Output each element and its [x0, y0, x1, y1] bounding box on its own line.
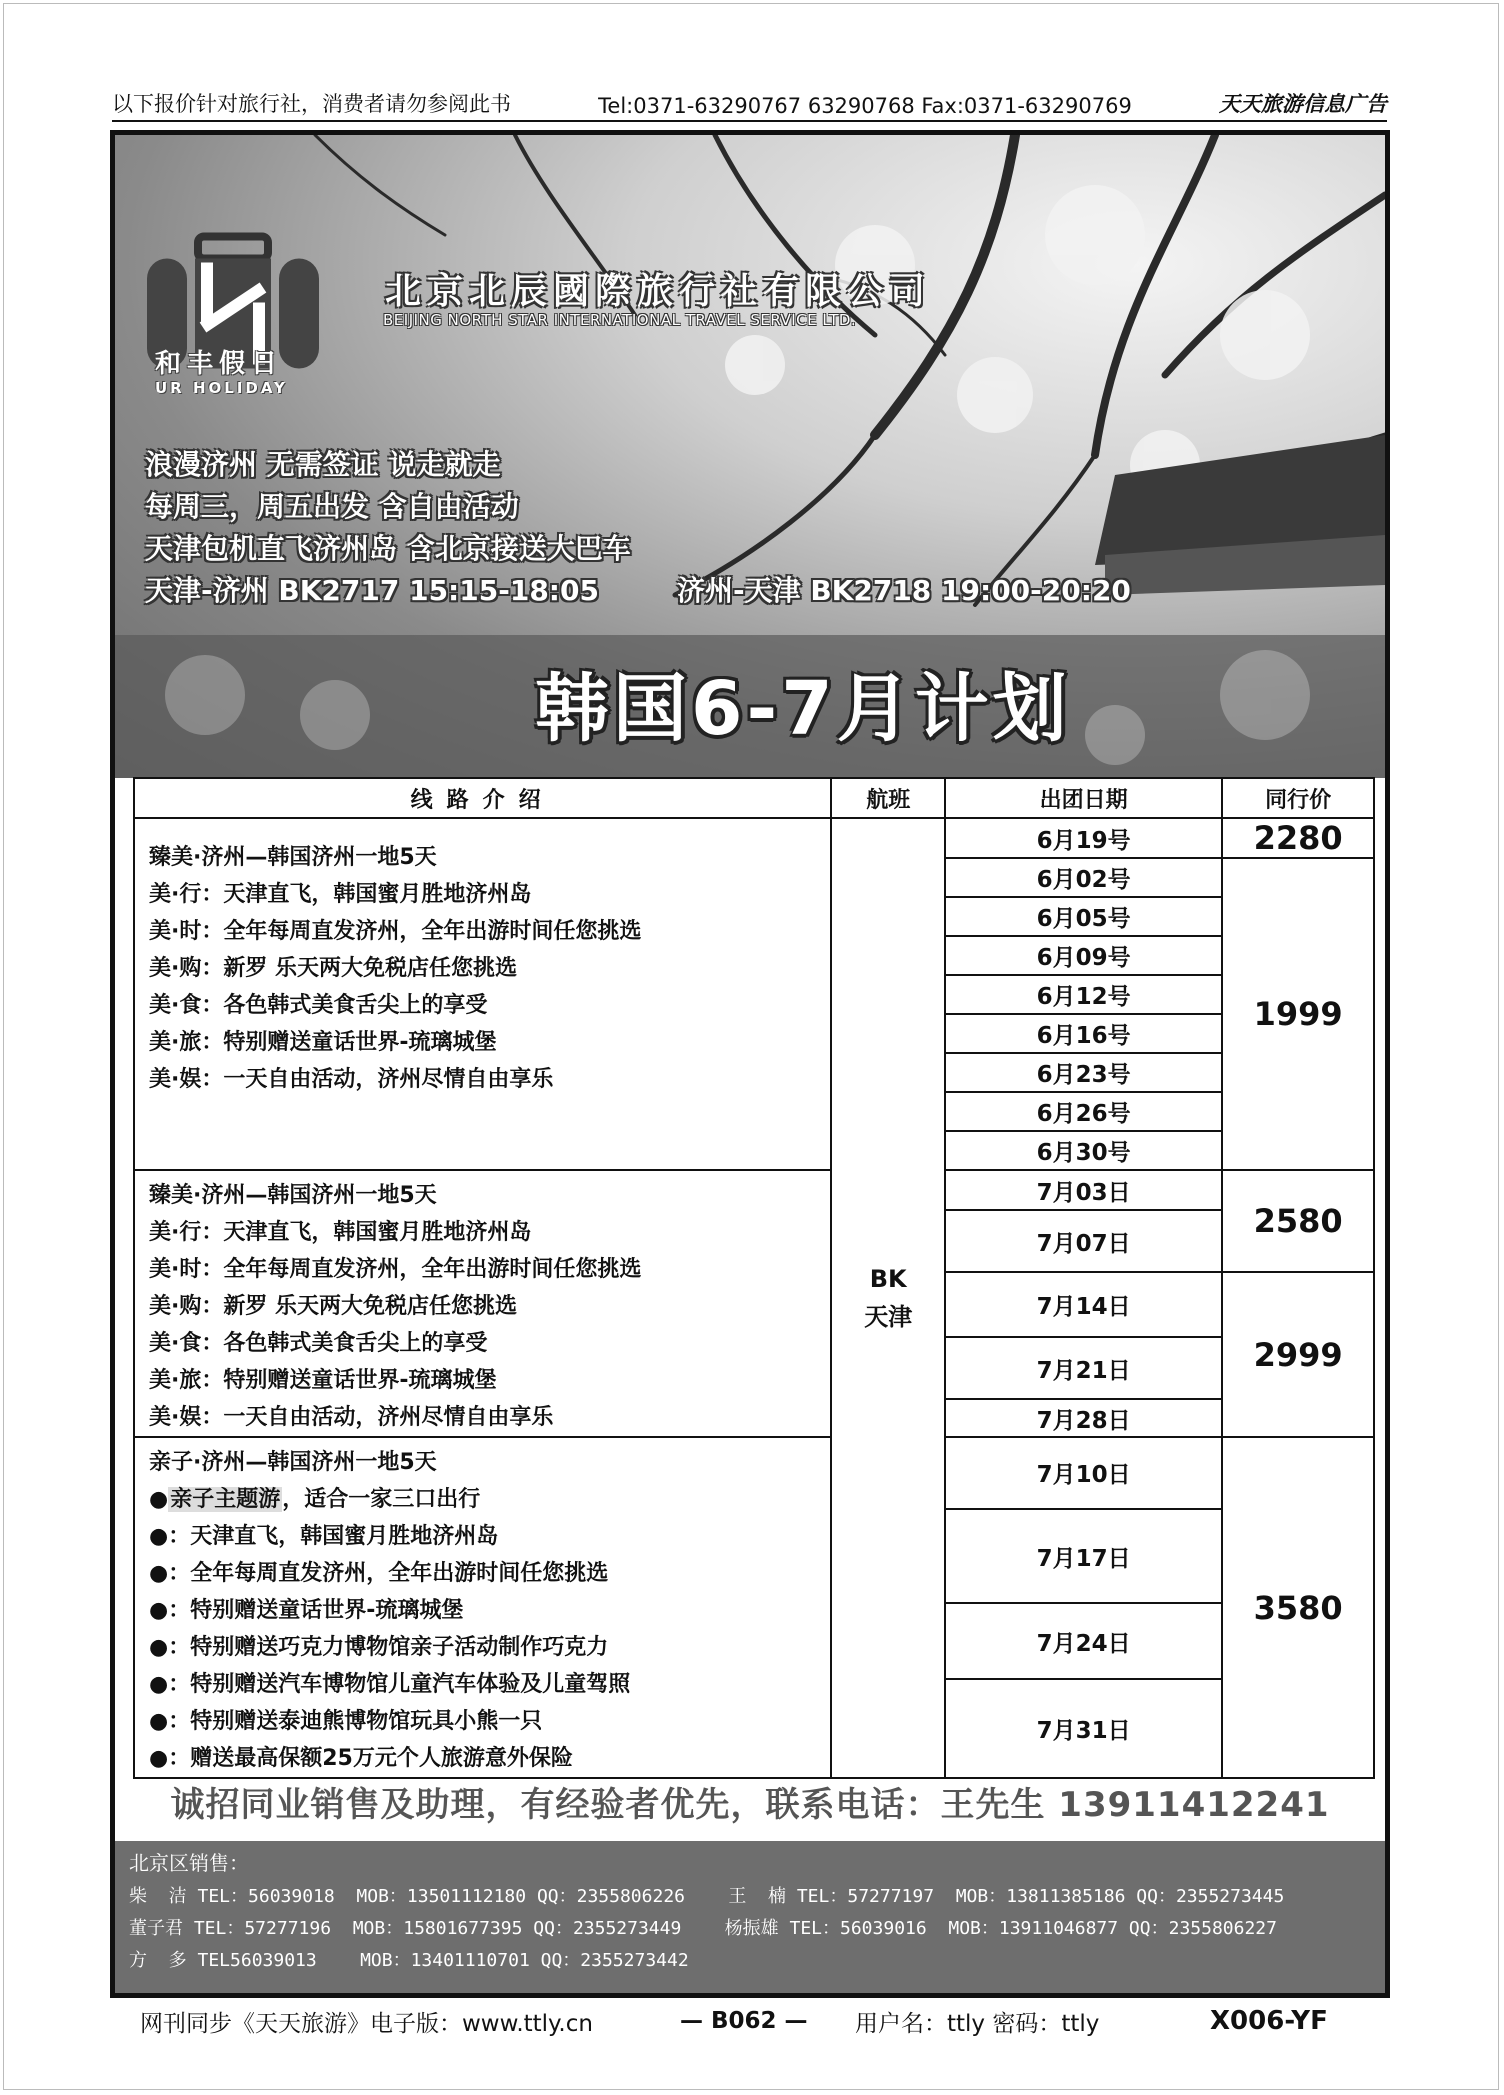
route-line: 美·行：天津直飞，韩国蜜月胜地济州岛: [149, 1220, 532, 1245]
date-cell: 6月23号: [945, 1053, 1222, 1092]
recruitment-notice: 诚招同业销售及助理，有经验者优先，联系电话：王先生 13911412241: [170, 1785, 1330, 1825]
date-cell: 7月21日: [945, 1337, 1222, 1399]
ad-code: X006-YF: [1210, 2006, 1328, 2036]
route-line: 美·购：新罗 乐天两大免税店任您挑选: [149, 1294, 518, 1319]
date-cell: 7月28日: [945, 1399, 1222, 1437]
route-line: 美·娱：一天自由活动，济州尽情自由享乐: [149, 1067, 554, 1092]
date-cell: 7月17日: [945, 1509, 1222, 1603]
sales-row: 董子君 TEL：57277196 MOB：15801677395 QQ：2355273449 杨振雄 TEL：56039016 MOB：13911046877 QQ：2355806227: [129, 1918, 1277, 1939]
date-cell: 7月14日: [945, 1272, 1222, 1337]
header-route: 线路介绍: [134, 778, 831, 818]
header-date: 出团日期: [945, 778, 1222, 818]
route-line: 美·食：各色韩式美食舌尖上的享受: [149, 1331, 488, 1356]
page-footer: [140, 2003, 1400, 2039]
date-cell: 6月09号: [945, 936, 1222, 975]
route-line: ●：特别赠送汽车博物馆儿童汽车体验及儿童驾照: [149, 1672, 631, 1697]
sales-row: 方 多 TEL56039013 MOB：13401110701 QQ：2355273442: [129, 1950, 689, 1971]
slogan-line-2: 每周三，周五出发 含自由活动: [145, 490, 519, 523]
route-block-2: [134, 1170, 831, 1437]
website-note: 网刊同步《天天旅游》电子版：www.ttly.cn: [140, 2010, 593, 2037]
hero-banner: [115, 135, 1385, 778]
route-line: 美·旅：特别赠送童话世界-琉璃城堡: [149, 1368, 497, 1393]
route-line: ●：全年每周直发济州，全年出游时间任您挑选: [149, 1561, 609, 1586]
header-flight: 航班: [831, 778, 945, 818]
flight-times: 天津-济州 BK2717 15:15-18:05 济州-天津 BK2718 19:00-20:20: [145, 574, 1131, 607]
sales-row: 柴 洁 TEL：56039018 MOB：13501112180 QQ：2355806226 王 楠 TEL：57277197 MOB：13811385186 QQ：2355273445: [129, 1886, 1285, 1907]
date-cell: 6月26号: [945, 1092, 1222, 1131]
top-header-bar: [112, 90, 1387, 122]
route-line: 美·时：全年每周直发济州，全年出游时间任您挑选: [149, 1257, 642, 1282]
price-cell: 2580: [1222, 1170, 1374, 1272]
slogan-line-3: 天津包机直飞济州岛 含北京接送大巴车: [145, 532, 631, 565]
tour-schedule-table: [133, 777, 1375, 1779]
date-cell: 6月05号: [945, 897, 1222, 936]
ad-tag: 天天旅游信息广告: [1218, 91, 1387, 116]
agency-notice: 以下报价针对旅行社，消费者请勿参阅此书: [112, 92, 511, 116]
price-cell: 1999: [1222, 858, 1374, 1170]
date-cell: 7月24日: [945, 1603, 1222, 1679]
sales-title: 北京区销售：: [129, 1851, 249, 1875]
route-line: ●：赠送最高保额25万元个人旅游意外保险: [149, 1746, 573, 1771]
date-cell: 7月07日: [945, 1210, 1222, 1272]
date-cell: 6月12号: [945, 975, 1222, 1014]
flight-cell: BK 天津: [831, 818, 945, 1778]
route-line: 亲子·济州—韩国济州一地5天: [149, 1450, 437, 1475]
route-line: ●：天津直飞，韩国蜜月胜地济州岛: [149, 1524, 499, 1549]
company-name-cn: 北京北辰國際旅行社有限公司: [385, 270, 932, 312]
header-price: 同行价: [1222, 778, 1374, 818]
login-info: 用户名：ttly 密码：ttly: [855, 2010, 1100, 2037]
brand-name-en: UR HOLIDAY: [155, 379, 288, 397]
route-line: 美·行：天津直飞，韩国蜜月胜地济州岛: [149, 882, 532, 907]
route-line: ●：特别赠送泰迪熊博物馆玩具小熊一只: [149, 1709, 543, 1734]
route-line: 美·娱：一天自由活动，济州尽情自由享乐: [149, 1405, 554, 1430]
slogan-line-1: 浪漫济州 无需签证 说走就走: [145, 448, 501, 481]
route-line: ●：特别赠送巧克力博物馆亲子活动制作巧克力: [149, 1635, 609, 1660]
page-number: — B062 —: [680, 2008, 808, 2034]
route-line: ●：特别赠送童话世界-琉璃城堡: [149, 1598, 464, 1623]
route-line: ●亲子主题游，适合一家三口出行: [149, 1487, 481, 1512]
table-header-row: [134, 778, 1374, 818]
advert-frame: [110, 130, 1390, 1998]
date-cell: 6月02号: [945, 858, 1222, 897]
contact-numbers: Tel:0371-63290767 63290768 Fax:0371-63290769: [598, 94, 1132, 118]
brand-name-cn: 和丰假日: [155, 349, 284, 379]
date-cell: 6月30号: [945, 1131, 1222, 1170]
route-block-3: [134, 1437, 831, 1778]
company-name-en: BEIJING NORTH STAR INTERNATIONAL TRAVEL SERVICE LTD.: [383, 311, 857, 329]
date-cell: 6月19号: [945, 818, 1222, 858]
sales-contacts: [115, 1841, 1385, 1993]
route-line: 美·购：新罗 乐天两大免税店任您挑选: [149, 956, 518, 981]
date-cell: 7月31日: [945, 1679, 1222, 1778]
route-line: 美·食：各色韩式美食舌尖上的享受: [149, 993, 488, 1018]
headline: 韩国6-7月计划: [535, 666, 1071, 752]
price-cell: 2280: [1222, 818, 1374, 858]
route-line: 臻美·济州—韩国济州一地5天: [149, 1183, 437, 1208]
date-cell: 7月03日: [945, 1170, 1222, 1210]
price-cell: 2999: [1222, 1272, 1374, 1437]
date-cell: 7月10日: [945, 1437, 1222, 1509]
route-block-1: [134, 818, 831, 1170]
price-cell: 3580: [1222, 1437, 1374, 1778]
route-line: 美·时：全年每周直发济州，全年出游时间任您挑选: [149, 919, 642, 944]
route-line: 美·旅：特别赠送童话世界-琉璃城堡: [149, 1030, 497, 1055]
date-cell: 6月16号: [945, 1014, 1222, 1053]
route-line: 臻美·济州—韩国济州一地5天: [149, 845, 437, 870]
